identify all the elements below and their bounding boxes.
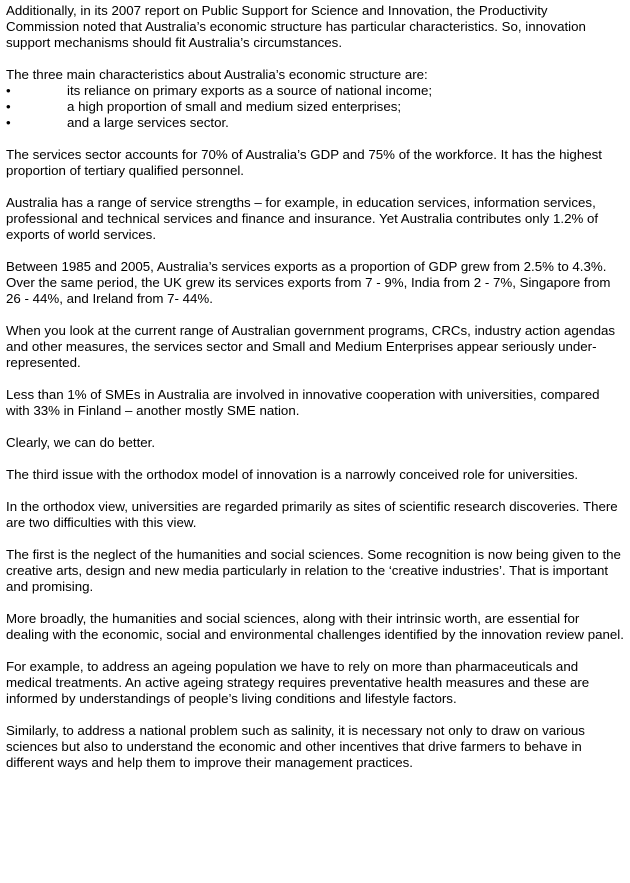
paragraph-orthodox-view: In the orthodox view, universities are regarded primarily as sites of scientific research discoveries. There are two difficulties with this view. — [6, 499, 618, 530]
bullet-text: its reliance on primary exports as a source of national income; — [67, 83, 433, 98]
paragraph-services-exports: Between 1985 and 2005, Australia’s services exports as a proportion of GDP grew from 2.5% to 4.3%. Over the same period, the UK grew its services exports from 7 - 9%, India from 2 - 7%, Singapore from 26 - 44%, and Ireland from 7- 44%. — [6, 259, 611, 306]
paragraph-services-sector: The services sector accounts for 70% of Australia’s GDP and 75% of the workforce. It has the highest proportion of tertiary qualified personnel. — [6, 147, 602, 178]
paragraph-do-better: Clearly, we can do better. — [6, 435, 156, 450]
paragraph-sme-cooperation: Less than 1% of SMEs in Australia are involved in innovative cooperation with universities, compared with 33% in Finland – another mostly SME nation. — [6, 387, 600, 418]
bullet-icon: • — [6, 99, 11, 114]
bullet-text: and a large services sector. — [67, 115, 229, 130]
paragraph-salinity: Similarly, to address a national problem such as salinity, it is necessary not only to draw on various sciences but also to understand the economic and other incentives that drive farmers to behave in different ways and help them to improve their management practices. — [6, 723, 585, 770]
paragraph-government-programs: When you look at the current range of Australian government programs, CRCs, industry action agendas and other measures, the services sector and Small and Medium Enterprises appear seriously under-represented. — [6, 323, 616, 370]
paragraph-third-issue: The third issue with the orthodox model of innovation is a narrowly conceived role for universities. — [6, 467, 579, 482]
bullet-item — [6, 99, 624, 115]
bullet-text: a high proportion of small and medium sized enterprises; — [67, 99, 402, 114]
characteristics-bullet-list — [6, 83, 624, 131]
bullet-item — [6, 83, 624, 99]
paragraph-humanities-neglect: The first is the neglect of the humanities and social sciences. Some recognition is now being given to the creative arts, design and new media particularly in relation to the ‘creative industries’. That is important and promising. — [6, 547, 621, 594]
bullet-item — [6, 115, 624, 131]
bullet-icon: • — [6, 83, 11, 98]
paragraph-productivity-commission: Additionally, in its 2007 report on Public Support for Science and Innovation, the Productivity Commission noted that Australia’s economic structure has particular characteristics. So, innovation support mechanisms should fit Australia’s circumstances. — [6, 3, 586, 50]
paragraph-ageing-population: For example, to address an ageing population we have to rely on more than pharmaceuticals and medical treatments. An active ageing strategy requires preventative health measures and these are informed by understandings of people’s living conditions and lifestyle factors. — [6, 659, 590, 706]
paragraph-humanities-broadly: More broadly, the humanities and social sciences, along with their intrinsic worth, are essential for dealing with the economic, social and environmental challenges identified by the innovation review panel. — [6, 611, 624, 642]
paragraph-three-characteristics-intro: The three main characteristics about Australia’s economic structure are: — [6, 67, 428, 82]
bullet-icon: • — [6, 115, 11, 130]
paragraph-service-strengths: Australia has a range of service strengths – for example, in education services, information services, professional and technical services and finance and insurance. Yet Australia contributes only 1.2% of exports of world services. — [6, 195, 599, 242]
